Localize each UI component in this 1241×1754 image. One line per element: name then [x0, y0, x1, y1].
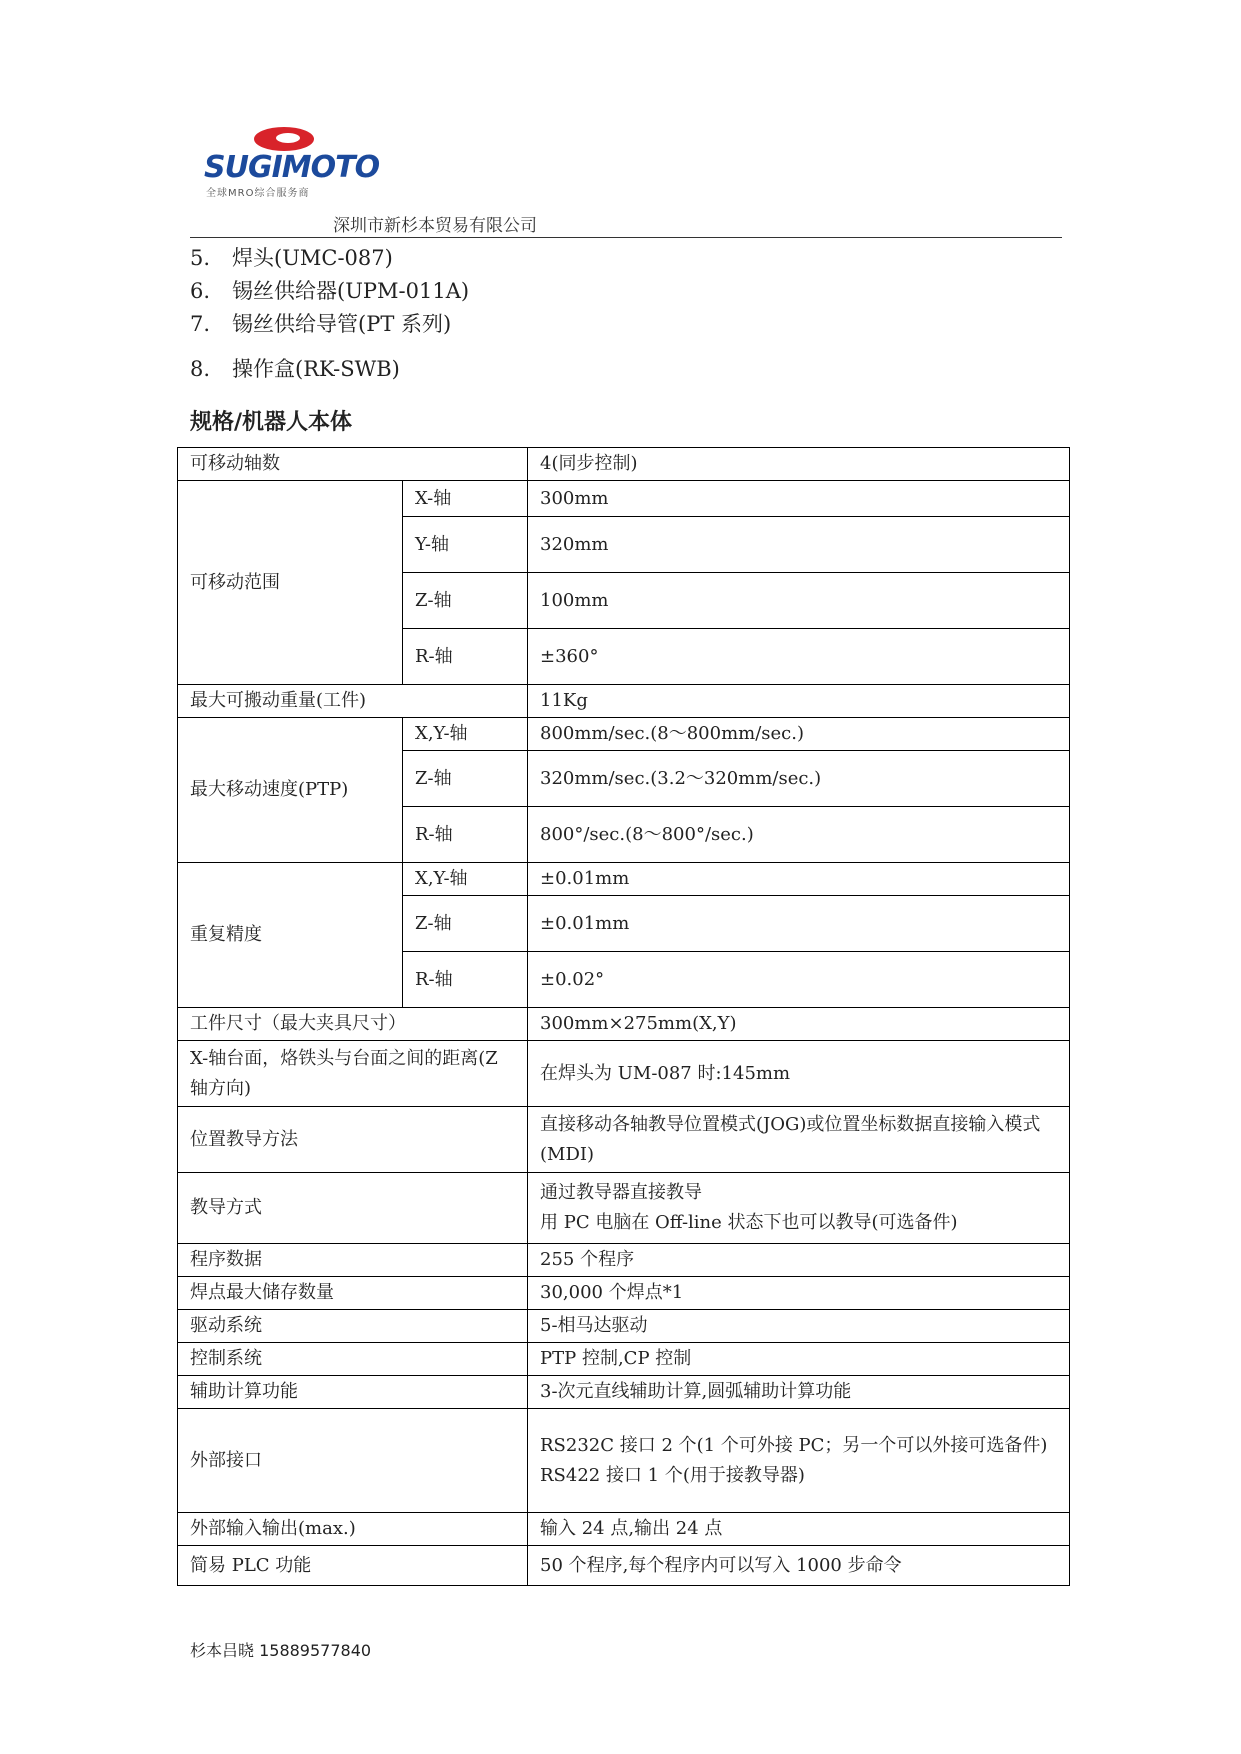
spec-label: 驱动系统 [178, 1310, 528, 1343]
spec-value-line: 通过教导器直接教导 [540, 1182, 702, 1203]
company-logo [198, 124, 380, 199]
spec-label: 可移动轴数 [178, 448, 528, 481]
logo-wordmark: SUGIMOTO [204, 150, 380, 185]
spec-label: 最大可搬动重量(工件) [178, 685, 528, 718]
spec-axis: X-轴 [403, 481, 528, 517]
spec-axis: Y-轴 [403, 517, 528, 573]
spec-value-line: RS232C 接口 2 个(1 个可外接 PC；另一个可以外接可选备件) [540, 1434, 1048, 1456]
list-item [190, 353, 469, 386]
spec-value [528, 1409, 1070, 1513]
spec-label: 教导方式 [178, 1173, 528, 1244]
spec-label: X-轴台面，烙铁头与台面之间的距离(Z 轴方向) [178, 1041, 528, 1107]
spec-value [528, 1173, 1070, 1244]
spec-value: 255 个程序 [528, 1244, 1070, 1277]
table-row [178, 1173, 1070, 1244]
spec-value: 11Kg [528, 685, 1070, 718]
spec-value: 320mm [528, 517, 1070, 573]
list-item-text: 操作盒(RK-SWB) [232, 357, 400, 381]
table-row [178, 1310, 1070, 1343]
spec-value: 800mm/sec.(8～800mm/sec.) [528, 718, 1070, 751]
table-row [178, 481, 1070, 517]
list-item-text: 焊头(UMC-087) [232, 246, 393, 270]
table-row [178, 1277, 1070, 1310]
list-item [190, 308, 469, 341]
spec-value: PTP 控制,CP 控制 [528, 1343, 1070, 1376]
list-item-number: 8. [190, 357, 211, 381]
list-item-number: 6. [190, 279, 211, 303]
list-item-number: 5. [190, 246, 211, 270]
table-row [178, 1513, 1070, 1546]
spec-value: 300mm×275mm(X,Y) [528, 1008, 1070, 1041]
table-row [178, 863, 1070, 896]
table-row [178, 718, 1070, 751]
spec-axis: X,Y-轴 [403, 863, 528, 896]
spec-axis: Z-轴 [403, 751, 528, 807]
spec-value: 直接移动各轴教导位置模式(JOG)或位置坐标数据直接输入模式(MDI) [528, 1107, 1070, 1173]
table-row [178, 1008, 1070, 1041]
logo-tagline: 全球MRO综合服务商 [206, 188, 310, 199]
spec-value: 800°/sec.(8～800°/sec.) [528, 807, 1070, 863]
spec-label: 重复精度 [178, 863, 403, 1008]
spec-value: 5-相马达驱动 [528, 1310, 1070, 1343]
spec-label: 程序数据 [178, 1244, 528, 1277]
spec-value: ±0.01mm [528, 896, 1070, 952]
list-item [190, 242, 469, 275]
table-row [178, 1376, 1070, 1409]
spec-value: 320mm/sec.(3.2～320mm/sec.) [528, 751, 1070, 807]
list-item [190, 275, 469, 308]
spec-label: 工件尺寸（最大夹具尺寸） [178, 1008, 528, 1041]
table-row [178, 448, 1070, 481]
spec-label: 外部接口 [178, 1409, 528, 1513]
spec-value: 4(同步控制) [528, 448, 1070, 481]
spec-value: 3-次元直线辅助计算,圆弧辅助计算功能 [528, 1376, 1070, 1409]
table-row [178, 1546, 1070, 1586]
spec-value-line: RS422 接口 1 个(用于接教导器) [540, 1464, 805, 1486]
list-item-number: 7. [190, 312, 211, 336]
spec-label: 外部输入输出(max.) [178, 1513, 528, 1546]
spec-value: 输入 24 点,输出 24 点 [528, 1513, 1070, 1546]
section-title: 规格/机器人本体 [190, 410, 353, 435]
table-row [178, 685, 1070, 718]
component-list [190, 242, 469, 386]
spec-value: 50 个程序,每个程序内可以写入 1000 步命令 [528, 1546, 1070, 1586]
spec-axis: Z-轴 [403, 896, 528, 952]
spec-axis: R-轴 [403, 629, 528, 685]
header-divider [190, 237, 1062, 238]
spec-value: ±0.02° [528, 952, 1070, 1008]
footer-contact: 杉本吕晓 15889577840 [190, 1641, 372, 1660]
spec-axis: R-轴 [403, 952, 528, 1008]
table-row [178, 1041, 1070, 1107]
spec-label: 位置教导方法 [178, 1107, 528, 1173]
spec-axis: R-轴 [403, 807, 528, 863]
spec-value: ±360° [528, 629, 1070, 685]
table-row [178, 1343, 1070, 1376]
list-item-text: 锡丝供给导管(PT 系列) [232, 312, 452, 336]
spec-value: 在焊头为 UM-087 时:145mm [528, 1041, 1070, 1107]
spec-table [177, 447, 1070, 1586]
spec-label: 辅助计算功能 [178, 1376, 528, 1409]
spec-label: 焊点最大储存数量 [178, 1277, 528, 1310]
spec-value-line: 用 PC 电脑在 Off-line 状态下也可以教导(可选备件) [540, 1212, 958, 1233]
spec-value: 300mm [528, 481, 1070, 517]
table-row [178, 1107, 1070, 1173]
table-row [178, 1244, 1070, 1277]
spec-value: 100mm [528, 573, 1070, 629]
spec-value: 30,000 个焊点*1 [528, 1277, 1070, 1310]
spec-value: ±0.01mm [528, 863, 1070, 896]
spec-axis: Z-轴 [403, 573, 528, 629]
spec-label: 可移动范围 [178, 481, 403, 685]
spec-label: 控制系统 [178, 1343, 528, 1376]
spec-label: 简易 PLC 功能 [178, 1546, 528, 1586]
company-name: 深圳市新杉本贸易有限公司 [333, 216, 537, 236]
spec-label: 最大移动速度(PTP) [178, 718, 403, 863]
table-row [178, 1409, 1070, 1513]
spec-axis: X,Y-轴 [403, 718, 528, 751]
list-item-text: 锡丝供给器(UPM-011A) [232, 279, 470, 303]
